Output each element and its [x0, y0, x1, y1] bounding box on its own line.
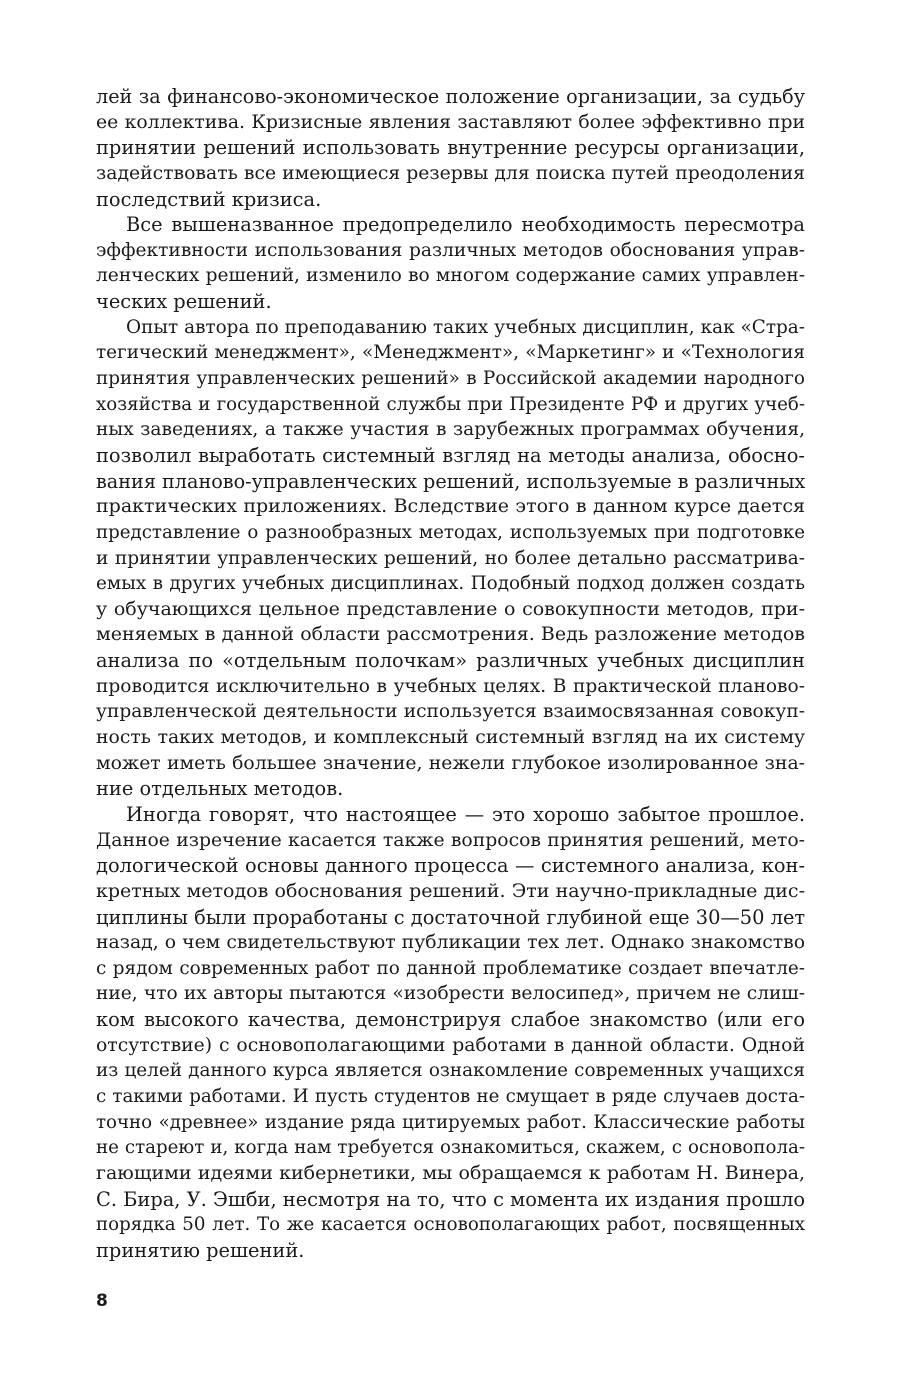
text-line: ние отдельных методов. [96, 777, 344, 801]
text-line: у обучающихся цельное представление о совокупности методов, при- [96, 597, 805, 620]
text-line: эффективности использования различных методов обоснования управ- [96, 239, 805, 261]
text-line: последствий кризиса. [96, 187, 322, 211]
text-line: Данное изречение касается также вопросов принятия решений, мето- [96, 829, 805, 851]
text-line: хозяйства и государственной службы при Президенте РФ и других учеб- [96, 393, 805, 415]
text-line: меняемых в данной области рассмотрения. Ведь разложение методов [96, 623, 805, 646]
text-line: точно «древнее» издание ряда цитируемых работ. Классические работы [96, 1111, 805, 1133]
text-line: емых в других учебных дисциплинах. Подобный подход должен создать [96, 573, 805, 595]
text-line: циплины были проработаны с достаточной глубиной еще 30—50 лет [96, 905, 806, 929]
text-line: принятию решений. [96, 1238, 305, 1262]
text-line: Все вышеназванное предопределило необходимость пересмотра [126, 213, 805, 237]
text-line: управленческой деятельности используется взаимосвязанная совокуп- [96, 701, 805, 723]
text-line: представление о разнообразных методах, используемых при подготовке [96, 521, 805, 543]
text-line: ее коллектива. Кризисные явления заставляют более эффективно при [96, 111, 805, 133]
text-line: Опыт автора по преподаванию таких учебных дисциплин, как «Стра- [126, 316, 805, 338]
text-line: проводится исключительно в учебных целях. В практической планово- [96, 675, 805, 697]
text-line: назад, о чем свидетельствуют публикации тех лет. Однако знакомство [96, 932, 805, 954]
text-line: С. Бира, У. Эшби, несмотря на то, что с момента их издания прошло [96, 1187, 806, 1211]
text-line: с рядом современных работ по данной проблематике создает впечатле- [96, 957, 805, 979]
text-line: ческих решений. [96, 290, 272, 314]
text-line: ность таких методов, и комплексный системный взгляд на их систему [96, 727, 805, 749]
text-line: ние, что их авторы пытаются «изобрести велосипед», причем не слиш- [96, 983, 805, 1005]
text-line: лей за финансово-экономическое положение организации, за судьбу [96, 85, 805, 108]
text-line: ных заведениях, а также участия в зарубежных программах обучения, [96, 419, 805, 441]
text-line: принятия управленческих решений» в Российской академии народного [96, 368, 805, 390]
text-line: Иногда говорят, что настоящее — это хорошо забытое прошлое. [126, 802, 805, 826]
text-line: ком высокого качества, демонстрируя слабое знакомство (или его [96, 1008, 805, 1032]
text-line: анализа по «отдельным полочкам» различных учебных дисциплин [96, 649, 805, 673]
text-line: тегический менеджмент», «Менеджмент», «Маркетинг» и «Технология [96, 342, 805, 364]
text-line: может иметь большее значение, нежели глубокое изолированное зна- [96, 752, 805, 774]
text-line: практических приложениях. Вследствие этого в данном курсе дается [96, 495, 805, 518]
paragraph [96, 802, 805, 1264]
text-line: и принятии управленческих решений, но более детально рассматрива- [96, 547, 805, 569]
paragraph [96, 212, 805, 315]
text-line: гающими идеями кибернетики, мы обращаемся к работам Н. Винера, [96, 1161, 805, 1184]
text-line: задействовать все имеющиеся резервы для поиска путей преодоления [96, 162, 805, 184]
text-line: дологической основы данного процесса — системного анализа, кон- [96, 854, 805, 878]
paragraph [96, 84, 805, 212]
text-line: вания планово-управленческих решений, используемые в различных [96, 469, 806, 493]
text-line: ленческих решений, изменило во многом содержание самих управлен- [96, 265, 805, 287]
text-line: отсутствие) с основополагающими работами в данной области. Одной [96, 1034, 805, 1056]
paragraph [96, 315, 805, 802]
text-line: не стареют и, когда нам требуется ознакомиться, скажем, с основопола- [96, 1137, 805, 1159]
text-line: из целей данного курса является ознакомление современных учащихся [96, 1060, 805, 1082]
page-body [96, 84, 805, 1263]
text-line: позволил выработать системный взгляд на методы анализа, обосно- [96, 443, 805, 467]
text-line: принятии решений использовать внутренние ресурсы организации, [96, 136, 805, 160]
text-line: с такими работами. И пусть студентов не смущает в ряде случаев доста- [96, 1085, 805, 1107]
page-number: 8 [96, 1291, 108, 1311]
text-line: кретных методов обоснования решений. Эти научно-прикладные дис- [96, 879, 805, 902]
text-line: порядка 50 лет. То же касается основополагающих работ, посвященных [96, 1214, 805, 1236]
